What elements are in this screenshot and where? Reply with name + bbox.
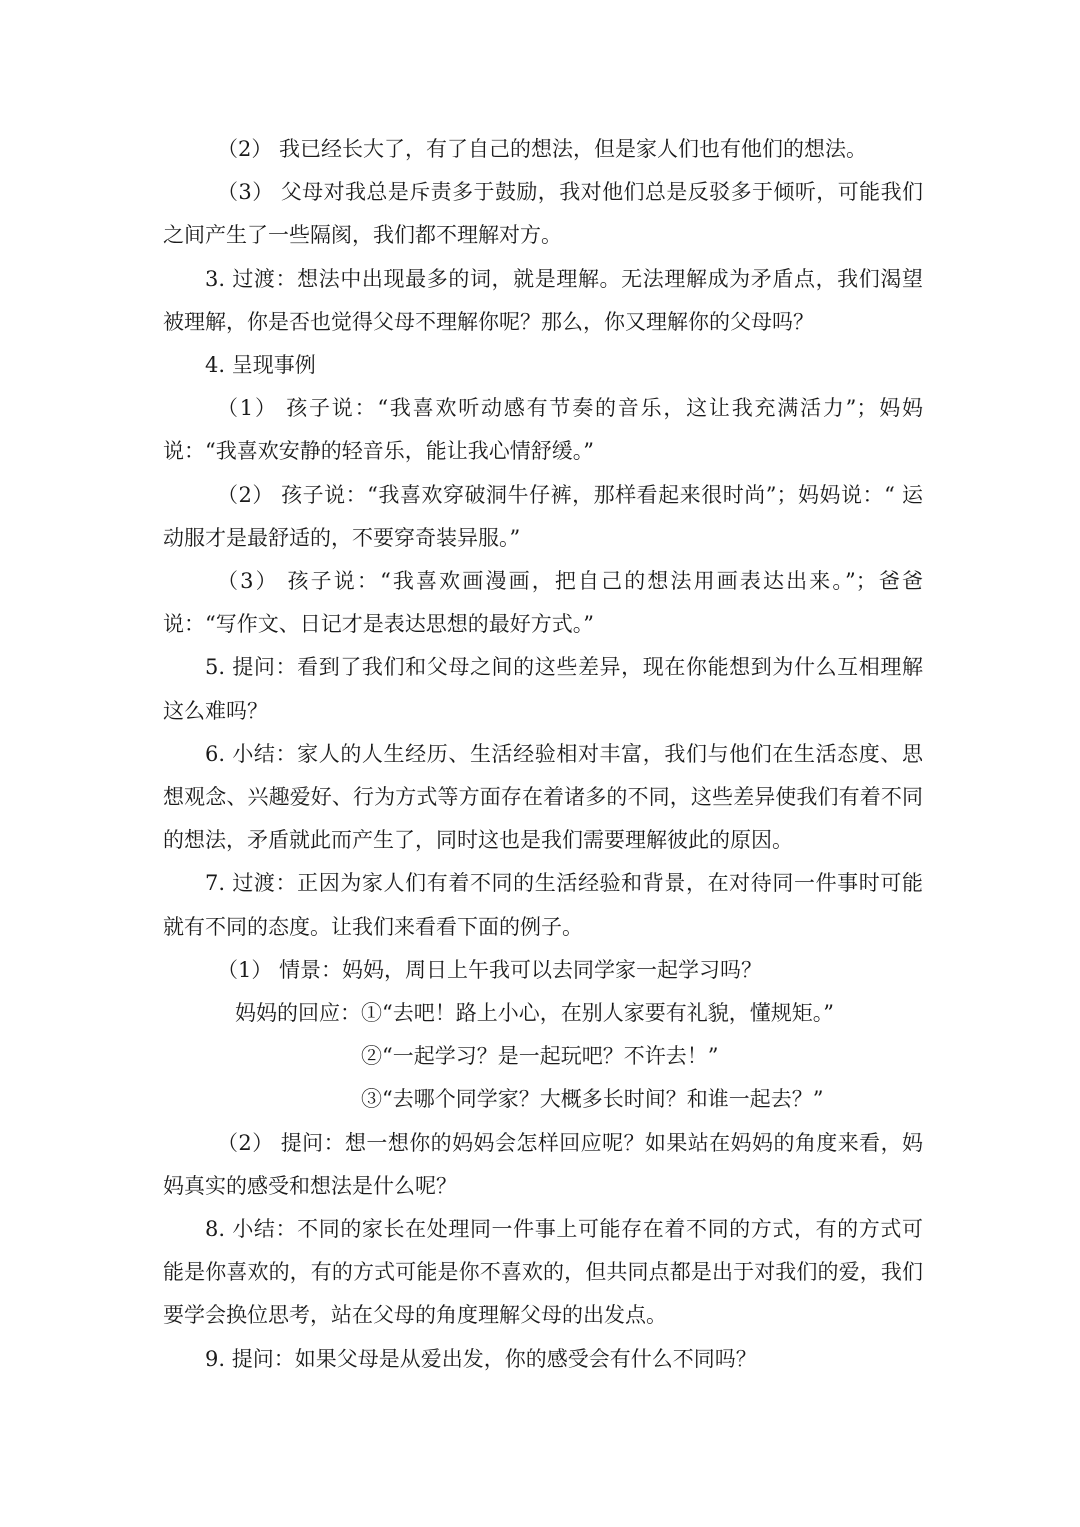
paragraph-example-3: （3） 孩子说：“我喜欢画漫画，把自己的想法用画表达出来。”；爸爸说：“写作文、日记才是表达思想的最好方式。” xyxy=(163,569,923,637)
paragraph-example-2: （2） 孩子说：“我喜欢穿破洞牛仔裤，那样看起来很时尚”；妈妈说：“ 运动服才是最舒适的，不要穿奇装异服。” xyxy=(163,482,923,550)
paragraph-item-3-reason: （3） 父母对我总是斥责多于鼓励，我对他们总是反驳多于倾听，可能我们之间产生了一些隔阂，我们都不理解对方。 xyxy=(163,180,923,248)
paragraph-step-5-question: 5. 提问：看到了我们和父母之间的这些差异，现在你能想到为什么互相理解这么难吗？ xyxy=(163,655,923,723)
document-body xyxy=(163,128,923,1381)
paragraph-scenario: （1） 情景：妈妈，周日上午我可以去同学家一起学习吗？ xyxy=(217,957,763,982)
paragraph-step-7-transition: 7. 过渡：正因为家人们有着不同的生活经验和背景，在对待同一件事时可能就有不同的态度。让我们来看看下面的例子。 xyxy=(163,871,923,939)
paragraph-step-6-summary: 6. 小结：家人的人生经历、生活经验相对丰富，我们与他们在生活态度、思想观念、兴趣爱好、行为方式等方面存在着诸多的不同，这些差异使我们有着不同的想法，矛盾就此而产生了，同时这也是我们需要理解彼此的原因。 xyxy=(163,741,923,853)
paragraph-mom-reply-1: 妈妈的回应：①“去吧！路上小心，在别人家要有礼貌，懂规矩。” xyxy=(235,1001,834,1026)
paragraph-example-1: （1） 孩子说：“我喜欢听动感有节奏的音乐，这让我充满活力”；妈妈说：“我喜欢安静的轻音乐，能让我心情舒缓。” xyxy=(163,396,923,464)
paragraph-step-3-transition: 3. 过渡：想法中出现最多的词，就是理解。无法理解成为矛盾点，我们渴望被理解，你是否也觉得父母不理解你呢？那么，你又理解你的父母吗？ xyxy=(163,266,923,334)
paragraph-step-8-summary: 8. 小结：不同的家长在处理同一件事上可能存在着不同的方式，有的方式可能是你喜欢的，有的方式可能是你不喜欢的，但共同点都是出于对我们的爱，我们要学会换位思考，站在父母的角度理解父母的出发点。 xyxy=(163,1217,923,1328)
paragraph-mom-reply-2: ②“一起学习？是一起玩吧？不许去！” xyxy=(361,1044,719,1069)
paragraph-mom-reply-3: ③“去哪个同学家？大概多长时间？和谁一起去？” xyxy=(361,1087,824,1112)
paragraph-scenario-question: （2） 提问：想一想你的妈妈会怎样回应呢？如果站在妈妈的角度来看，妈妈真实的感受和想法是什么呢？ xyxy=(163,1130,923,1198)
paragraph-step-9-question: 9. 提问：如果父母是从爱出发，你的感受会有什么不同吗？ xyxy=(205,1346,757,1371)
paragraph-item-2-reason: （2） 我已经长大了，有了自己的想法，但是家人们也有他们的想法。 xyxy=(217,137,868,161)
paragraph-step-4-examples: 4. 呈现事例 xyxy=(205,353,316,378)
